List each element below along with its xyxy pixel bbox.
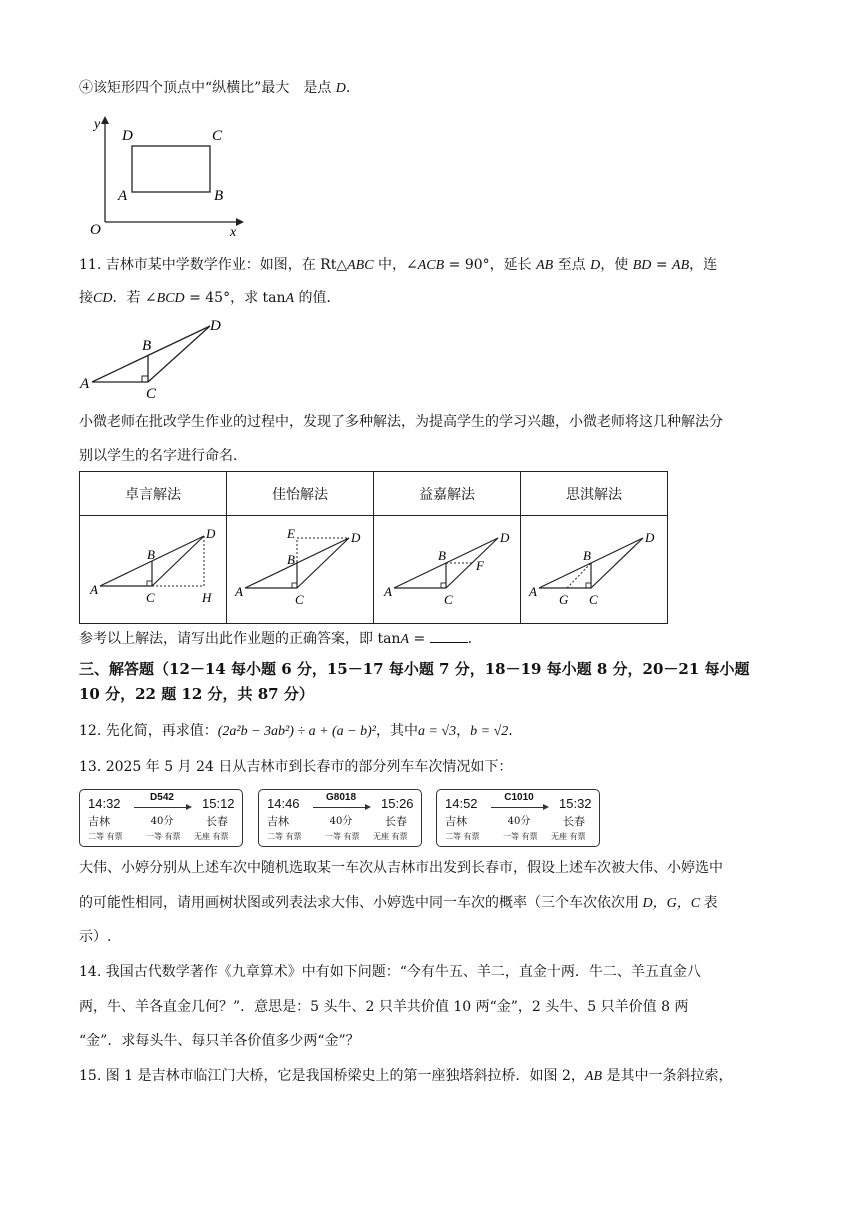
svg-text:E: E — [287, 526, 295, 541]
item-4-text: ④该矩形四个顶点中“纵横比”最大 是点 D. — [79, 80, 351, 96]
section3-line2: 10 分，22 题 12 分，共 87 分） — [79, 685, 314, 703]
q12-line: 12. 先化简，再求值：(2a²b − 3ab²) ÷ a + (a − b)²，其中a = √3，b = √2. — [79, 723, 513, 739]
svg-text:C: C — [589, 592, 598, 607]
svg-text:B: B — [142, 338, 152, 354]
svg-text:H: H — [202, 590, 212, 605]
svg-text:B: B — [287, 552, 295, 567]
q13-line3: 示）. — [79, 929, 112, 945]
svg-text:C: C — [444, 592, 453, 607]
svg-text:A: A — [80, 376, 90, 392]
fig1-c-label: C — [212, 128, 223, 144]
intro-line1: 小微老师在批改学生作业的过程中，发现了多种解法，为提高学生的学习兴趣，小微老师将这几种解法分 — [79, 414, 723, 430]
q14-line1: 14. 我国古代数学著作《九章算术》中有如下问题：“今有牛五、羊二，直金十两．牛二、羊五直金八 — [79, 964, 701, 980]
svg-text:B: B — [583, 548, 591, 563]
q11-triangle-figure — [78, 316, 228, 400]
fig1-d-label: D — [122, 128, 133, 144]
svg-text:A: A — [384, 584, 392, 599]
method-header-2: 佳怡解法 — [227, 472, 374, 516]
svg-text:C: C — [146, 386, 157, 400]
q11-line1: 11. 吉林市某中学数学作业：如图，在 Rt△ABC 中，∠ACB = 90°，延长 AB 至点 D，使 BD = AB，连 — [79, 257, 718, 273]
train-card-2: 14:46 G8018 15:26 吉林 40分 长春 二等 有票 一等 有票 无座 有票 — [258, 789, 422, 847]
svg-text:C: C — [295, 592, 304, 607]
svg-text:D: D — [645, 530, 655, 545]
train-card-1: 14:32 D542 15:12 吉林 40分 长春 二等 有票 一等 有票 无座 有票 — [79, 789, 243, 847]
q15-line1: 15. 图 1 是吉林市临江门大桥，它是我国桥梁史上的第一座独塔斜拉桥．如图 2，AB 是其中一条斜拉索， — [79, 1068, 733, 1084]
answer-blank[interactable] — [430, 628, 468, 643]
method-header-1: 卓言解法 — [80, 472, 227, 516]
q14-line2: 两，牛、羊各直金几何？”．意思是：5 头牛、2 只羊共价值 10 两“金”，2 头牛、5 只羊价值 8 两 — [79, 999, 689, 1015]
intro-line2: 别以学生的名字进行命名． — [79, 448, 247, 464]
methods-table — [79, 471, 668, 624]
q13-line1: 大伟、小婷分别从上述车次中随机选取某一车次从吉林市出发到长春市，假设上述车次被大伟、小婷选中 — [79, 860, 723, 876]
svg-text:F: F — [476, 558, 484, 573]
q11-line2: 接CD．若 ∠BCD = 45°，求 tanA 的值． — [79, 290, 341, 306]
svg-text:G: G — [559, 592, 569, 607]
method-header-4: 思淇解法 — [521, 472, 668, 516]
svg-text:B: B — [147, 547, 155, 562]
fig1-a-label: A — [118, 188, 128, 204]
method-figure-1 — [80, 516, 227, 624]
fig1-y-label: y — [94, 117, 101, 132]
svg-text:D: D — [210, 318, 221, 334]
svg-text:C: C — [146, 590, 155, 605]
train-card-3: 14:52 C1010 15:32 吉林 40分 长春 二等 有票 一等 有票 无座 有票 — [436, 789, 600, 847]
svg-text:A: A — [529, 584, 537, 599]
q14-line3: “金”．求每头牛、每只羊各价值多少两“金”？ — [79, 1033, 360, 1049]
rectangle-coordinate-figure — [84, 112, 244, 236]
q13-line2: 的可能性相同，请用画树状图或列表法求大伟、小婷选中同一车次的概率（三个车次依次用 D，G，C 表 — [79, 895, 718, 911]
fig1-o-label: O — [90, 222, 101, 236]
svg-text:A: A — [235, 584, 243, 599]
svg-text:A: A — [90, 582, 98, 597]
fig1-b-label: B — [214, 188, 224, 204]
q13-intro: 13. 2025 年 5 月 24 日从吉林市到长春市的部分列车车次情况如下： — [79, 759, 513, 775]
fig1-x-label: x — [230, 225, 237, 236]
svg-text:D: D — [351, 530, 361, 545]
svg-text:D: D — [206, 526, 216, 541]
svg-text:D: D — [500, 530, 510, 545]
answer-line: 参考以上解法，请写出此作业题的正确答案，即 tanA = . — [79, 628, 472, 650]
method-figure-4 — [521, 516, 668, 624]
svg-text:B: B — [438, 548, 446, 563]
section3-line1: 三、解答题（12－14 每小题 6 分，15－17 每小题 7 分，18－19 每小题 8 分，20－21 每小题 — [79, 660, 750, 678]
method-header-3: 益嘉解法 — [374, 472, 521, 516]
method-figure-2 — [227, 516, 374, 624]
method-figure-3 — [374, 516, 521, 624]
